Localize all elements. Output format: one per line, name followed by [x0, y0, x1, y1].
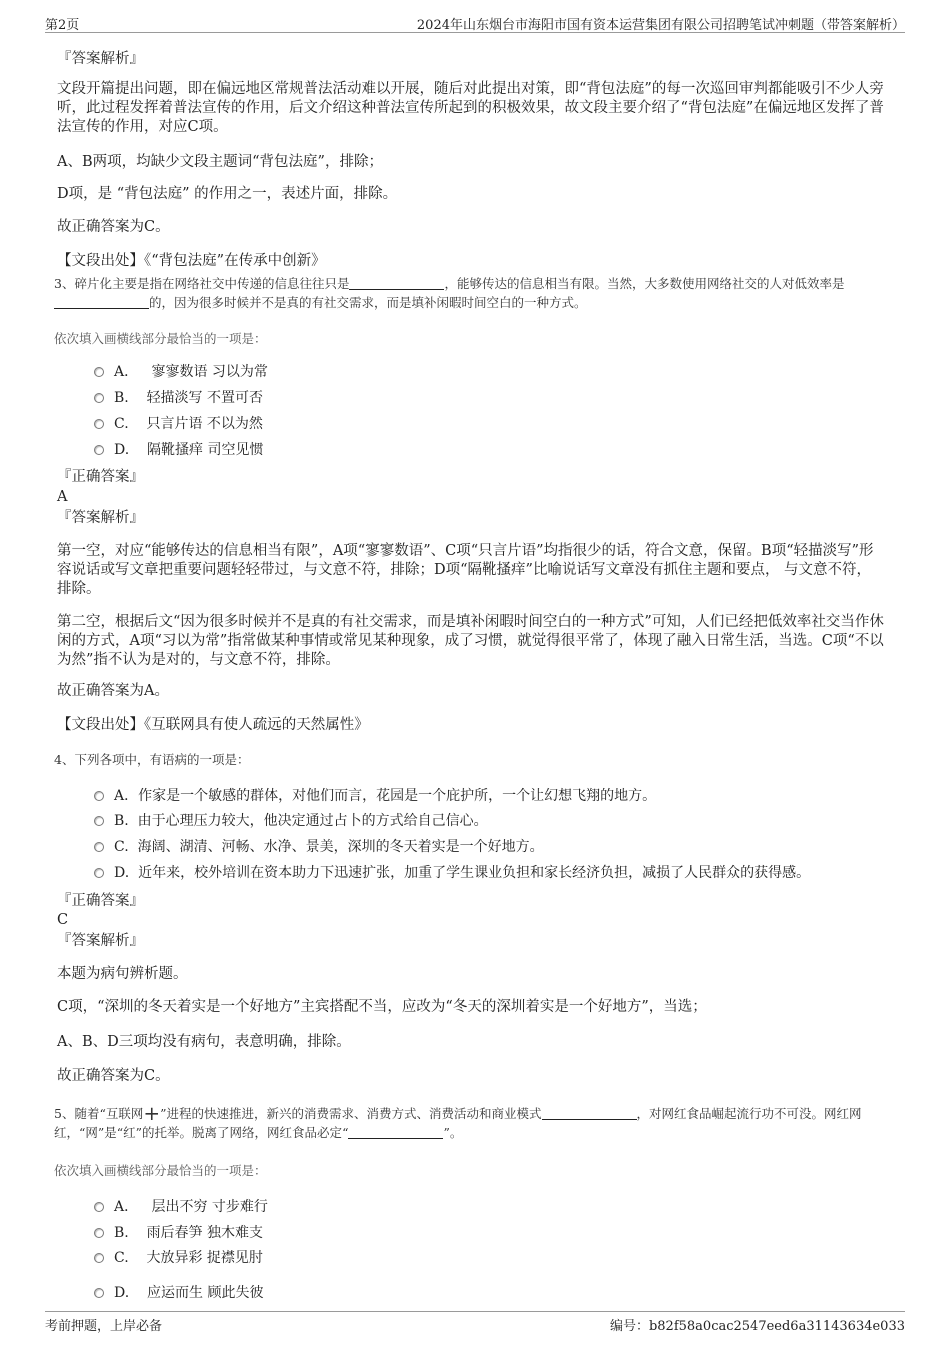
q4-analysis-p4: 故正确答案为C。 [57, 1068, 170, 1084]
q4-analysis-label: 『答案解析』 [57, 933, 144, 949]
document-id: 编号：b82f58a0cac2547eed6a31143634e033 [609, 1319, 905, 1334]
q2-analysis-p3: D项，是 “背包法庭” 的作用之一，表述片面，排除。 [57, 186, 398, 202]
q4-analysis-p3: A、B、D三项均没有病句，表意明确，排除。 [57, 1034, 351, 1050]
q2-analysis-label: 『答案解析』 [57, 51, 144, 67]
q3-stem-part1: 3、碎片化主要是指在网络社交中传递的信息往往只是 [54, 276, 350, 291]
option-letter: D. [114, 865, 130, 881]
q5-option-b[interactable] [94, 1223, 263, 1243]
q3-blank-1 [349, 276, 444, 290]
radio-icon[interactable] [94, 393, 104, 403]
q4-option-b[interactable] [94, 811, 488, 831]
radio-icon[interactable] [94, 1202, 104, 1212]
radio-icon[interactable] [94, 419, 104, 429]
q3-option-a[interactable] [94, 362, 268, 382]
q3-prompt: 依次填入画横线部分最恰当的一项是： [54, 331, 267, 346]
q5-option-d[interactable] [94, 1283, 263, 1303]
option-letter: A． [114, 364, 139, 380]
option-text: 近年来，校外培训在资本助力下迅速扩张，加重了学生课业负担和家长经济负担，减损了人民群众的获得感。 [138, 865, 811, 881]
q3-option-c[interactable] [94, 414, 263, 434]
q5-stem [54, 1101, 894, 1142]
q4-option-d[interactable] [94, 863, 810, 883]
q4-answer: C [57, 912, 69, 928]
radio-icon[interactable] [94, 1228, 104, 1238]
q3-stem-part3: 的，因为很多时候并不是真的有社交需求，而是填补闲暇时间空白的一种方式。 [149, 295, 587, 310]
radio-icon[interactable] [94, 868, 104, 878]
option-text: 海阔、湖清、河畅、水净、景美，深圳的冬天着实是一个好地方。 [137, 839, 544, 855]
q2-analysis-p4: 故正确答案为C。 [57, 219, 170, 235]
radio-icon[interactable] [94, 367, 104, 377]
option-letter: A． [114, 788, 139, 804]
option-text: 层出不穷 寸步难行 [151, 1199, 268, 1215]
option-letter: D. [114, 1285, 130, 1301]
radio-icon[interactable] [94, 816, 104, 826]
page-number: 第2页 [45, 18, 80, 33]
q5-blank-1 [542, 1106, 637, 1120]
radio-icon[interactable] [94, 1253, 104, 1263]
q5-stem-part4: ”。 [443, 1125, 463, 1140]
option-text: 只言片语 不以为然 [146, 416, 263, 432]
q4-option-a[interactable] [94, 786, 656, 806]
option-text: 雨后春笋 独木难支 [146, 1225, 264, 1241]
q2-analysis-p2: A、B两项，均缺少文段主题词“背包法庭”，排除； [57, 154, 383, 170]
option-text: 由于心理压力较大，他决定通过占卜的方式给自己信心。 [137, 813, 488, 829]
option-letter: B. [114, 390, 129, 406]
option-letter: D. [114, 442, 130, 458]
q5-stem-part2: ”进程的快速推进，新兴的消费需求、消费方式、消费活动和商业模式 [160, 1106, 542, 1121]
footer-slogan: 考前押题，上岸必备 [45, 1319, 163, 1334]
option-letter: C. [114, 839, 129, 855]
q4-answer-label: 『正确答案』 [57, 893, 144, 909]
q3-analysis-p1: 第一空，对应“能够传达的信息相当有限”，A项“寥寥数语”、C项“只言片语”均指很少的话，符合文意，保留。B项“轻描淡写”形容说话或写文章把重要问题轻轻带过，与文意不符，排除；D项“隔靴搔痒”比喻说话写文章没有抓住主题和要点， 与文意不符， 排除。 [57, 543, 874, 597]
q3-source: 【文段出处】《互联网具有使人疏远的天然属性》 [57, 717, 369, 733]
option-text: 大放异彩 捉襟见肘 [146, 1250, 263, 1266]
radio-icon[interactable] [94, 445, 104, 455]
q5-stem-part1: 5、随着“互联网 [54, 1106, 144, 1121]
q3-answer-label: 『正确答案』 [57, 469, 144, 485]
q4-analysis-p1: 本题为病句辨析题。 [57, 966, 188, 982]
q4-analysis-p2: C项，“深圳的冬天着实是一个好地方”主宾搭配不当，应改为“冬天的深圳着实是一个好地方”，当选； [57, 999, 707, 1015]
q5-prompt: 依次填入画横线部分最恰当的一项是： [54, 1163, 267, 1178]
q2-analysis-p1: 文段开篇提出问题，即在偏远地区常规普法活动难以开展，随后对此提出对策，即“背包法庭”的每一次巡回审判都能吸引不少人旁听，此过程发挥着普法宣传的作用，后文介绍这种普法宣传所起到的积极效果，故文段主要介绍了“背包法庭”在偏远地区发挥了普法宣传的作用，对应C项。 [57, 81, 884, 135]
radio-icon[interactable] [94, 791, 104, 801]
q3-analysis-label: 『答案解析』 [57, 510, 144, 526]
document-title: 2024年山东烟台市海阳市国有资本运营集团有限公司招聘笔试冲刺题（带答案解析） [416, 18, 905, 33]
plus-sign: + [143, 1101, 161, 1125]
option-text: 轻描淡写 不置可否 [146, 390, 264, 406]
option-letter: B. [114, 813, 129, 829]
q3-option-d[interactable] [94, 440, 263, 460]
q2-source: 【文段出处】《“背包法庭”在传承中创新》 [57, 253, 326, 269]
option-letter: C. [114, 1250, 129, 1266]
q3-analysis-p2: 第二空，根据后文“因为很多时候并不是真的有社交需求，而是填补闲暇时间空白的一种方式”可知，人们已经把低效率社交当作休闲的方式，A项“习以为常”指常做某种事情或常见某种现象，成了习惯，就觉得很平常了，体现了融入日常生活，当选。C项“不以为然”指不认为是对的，与文意不符，排除。 [57, 614, 884, 668]
page-footer [45, 1311, 905, 1334]
q3-option-b[interactable] [94, 388, 263, 408]
q5-blank-2 [348, 1125, 443, 1139]
option-text: 隔靴搔痒 司空见惯 [147, 442, 264, 458]
option-text: 应运而生 顾此失彼 [147, 1285, 264, 1301]
page-header [45, 12, 905, 33]
q3-stem-part2: ，能够传达的信息相当有限。当然，大多数使用网络社交的人对低效率是 [444, 276, 845, 291]
option-letter: C. [114, 416, 129, 432]
option-text: 作家是一个敏感的群体，对他们而言，花园是一个庇护所，一个让幻想飞翔的地方。 [138, 788, 657, 804]
q3-stem [54, 274, 894, 312]
radio-icon[interactable] [94, 1288, 104, 1298]
option-letter: A． [114, 1199, 139, 1215]
q3-answer: A [57, 489, 68, 505]
q4-stem: 4、下列各项中，有语病的一项是： [54, 752, 250, 767]
q5-option-c[interactable] [94, 1248, 263, 1268]
q3-blank-2 [54, 295, 149, 309]
q4-option-c[interactable] [94, 837, 544, 857]
option-text: 寥寥数语 习以为常 [151, 364, 268, 380]
q3-analysis-p3: 故正确答案为A。 [57, 683, 169, 699]
q5-option-a[interactable] [94, 1197, 268, 1217]
q5-stem-part3: ，对网红食品崛起流行功不可没。网红网红，“网”是“红”的托举。脱离了网络，网红食品必定“ [54, 1106, 862, 1140]
option-letter: B. [114, 1225, 129, 1241]
radio-icon[interactable] [94, 842, 104, 852]
